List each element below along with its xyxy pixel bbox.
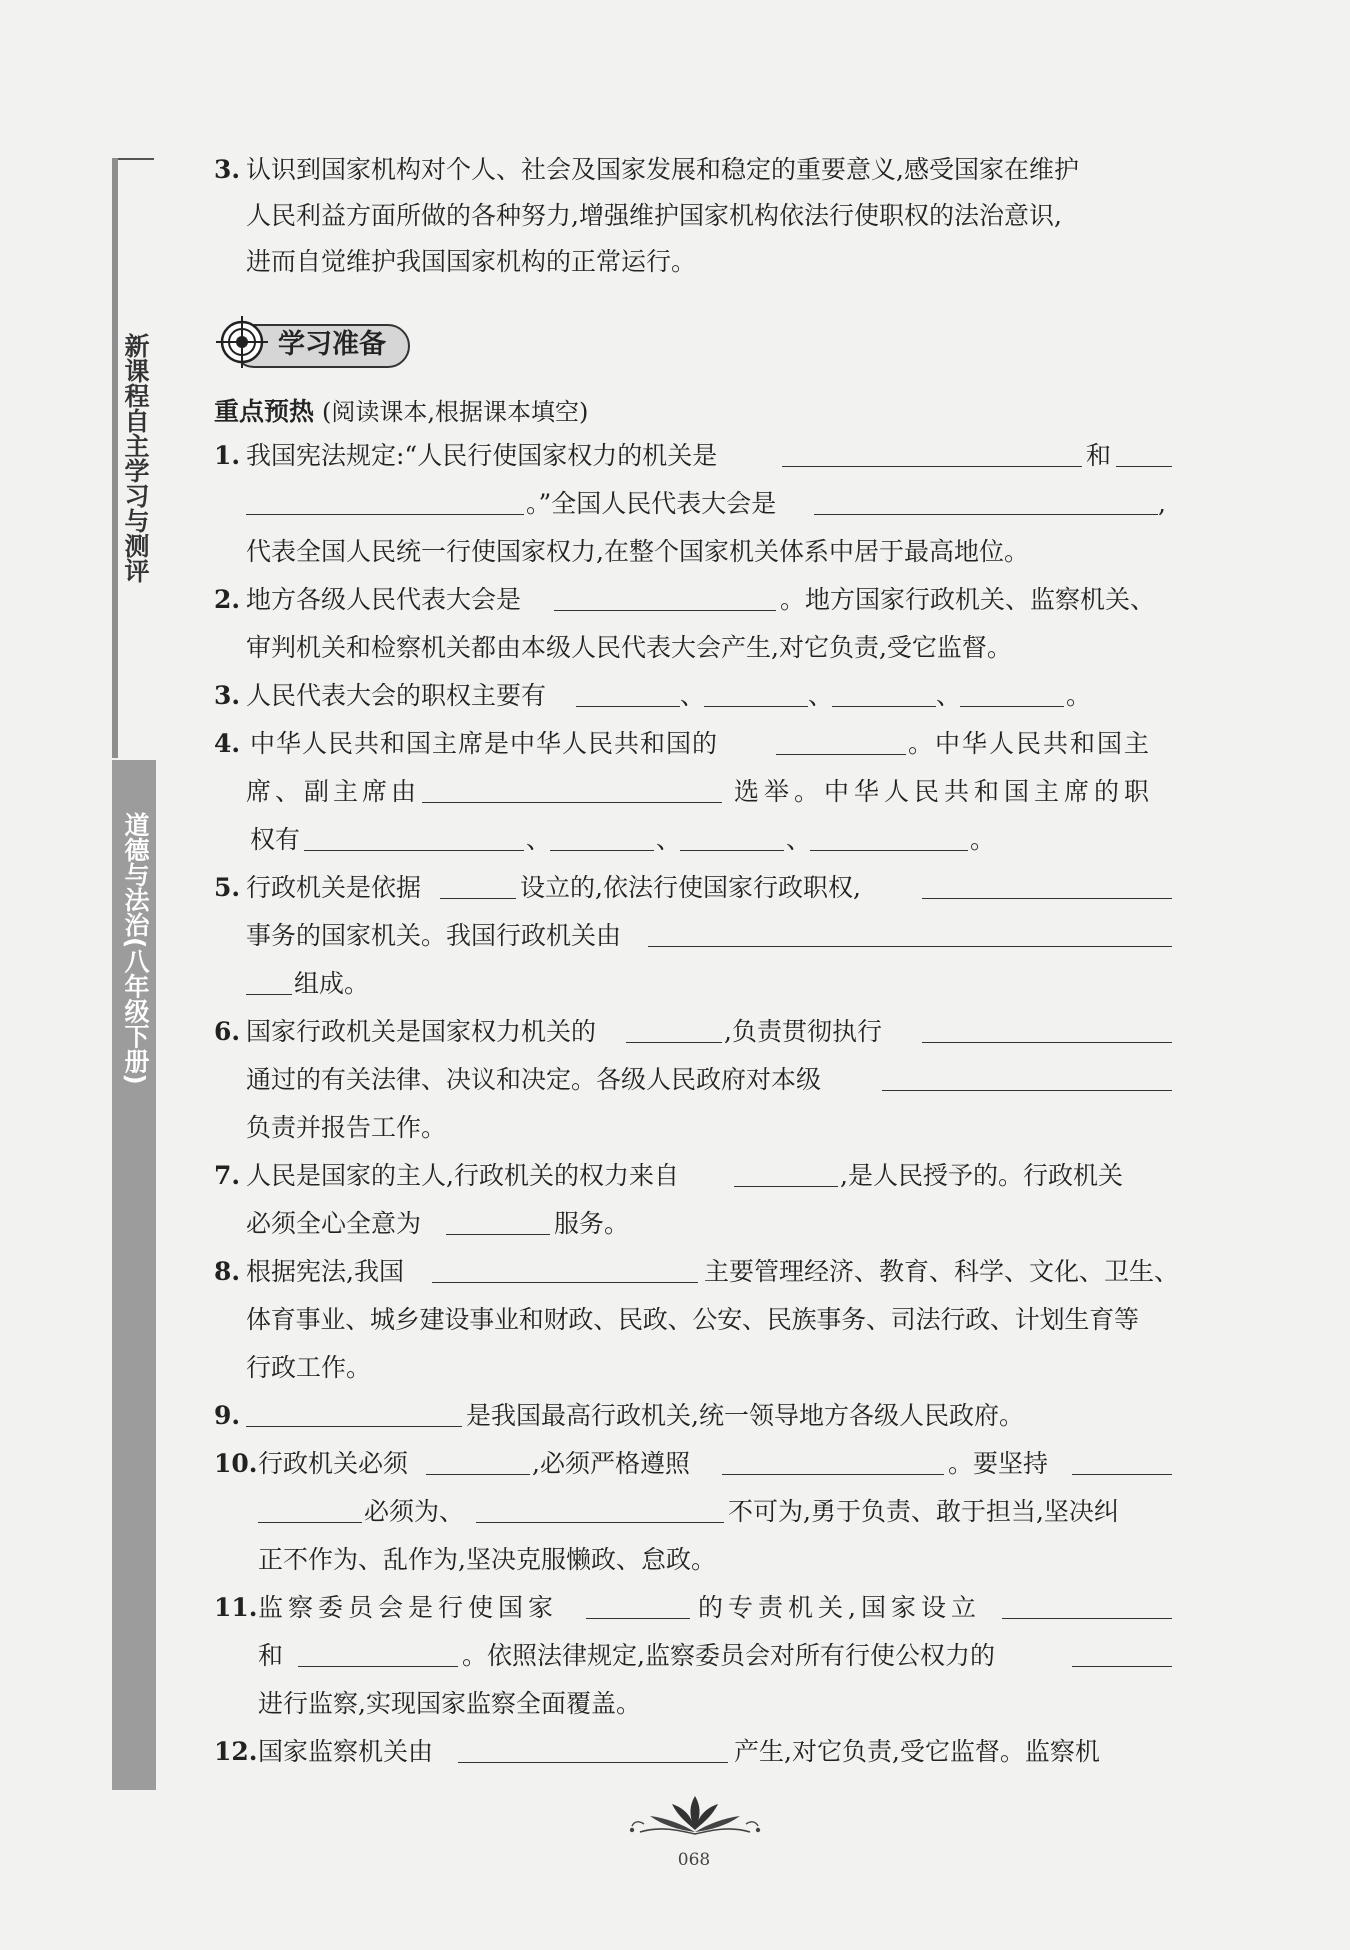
item-text: 代表全国人民统一行使国家权力,在整个国家机关体系中居于最高地位。 xyxy=(246,537,1029,566)
subheading-note: (阅读课本,根据课本填空) xyxy=(322,398,589,426)
item-text: 地方各级人民代表大会是 xyxy=(246,585,522,614)
item-text: 选举。中华人民共和国主席的职 xyxy=(734,777,1155,806)
fill-blank[interactable] xyxy=(1072,1444,1172,1475)
item-text: 必须全心全意为 xyxy=(246,1209,422,1238)
sidebar-rule xyxy=(112,158,118,758)
item-number: 2. xyxy=(214,585,241,614)
fill-blank[interactable] xyxy=(722,1444,944,1475)
fill-blank[interactable] xyxy=(258,1492,362,1523)
intro-text: 人民利益方面所做的各种努力,增强维护国家机构依法行使职权的法治意识, xyxy=(246,201,1062,230)
item-text: 监察委员会是行使国家 xyxy=(258,1593,559,1622)
fill-blank[interactable] xyxy=(476,1492,724,1523)
fill-blank[interactable] xyxy=(810,820,968,851)
item-text: 行政机关必须 xyxy=(258,1449,409,1478)
item-text: 人民代表大会的职权主要有 xyxy=(246,681,547,710)
item-text: 、 xyxy=(808,681,834,710)
item-text: 。要坚持 xyxy=(948,1449,1049,1478)
item-text: 、 xyxy=(526,825,552,854)
item-number: 6. xyxy=(214,1017,241,1046)
fill-blank[interactable] xyxy=(922,868,1172,899)
fill-blank[interactable] xyxy=(648,916,1172,947)
fill-blank[interactable] xyxy=(832,676,936,707)
item-text: 。依照法律规定,监察委员会对所有行使公权力的 xyxy=(462,1641,995,1670)
item-text: 、 xyxy=(656,825,682,854)
item-text: 通过的有关法律、决议和决定。各级人民政府对本级 xyxy=(246,1065,822,1094)
item-text: 。地方国家行政机关、监察机关、 xyxy=(780,585,1156,614)
item-text: 行政机关是依据 xyxy=(246,873,422,902)
fill-blank[interactable] xyxy=(882,1060,1172,1091)
item-text: 主要管理经济、教育、科学、文化、卫生、 xyxy=(704,1257,1180,1286)
fill-blank[interactable] xyxy=(446,1204,550,1235)
item-text: 人民是国家的主人,行政机关的权力来自 xyxy=(246,1161,679,1190)
fill-blank[interactable] xyxy=(626,1012,722,1043)
fill-blank[interactable] xyxy=(550,820,654,851)
crosshair-icon xyxy=(212,312,272,372)
item-text: 产生,对它负责,受它监督。监察机 xyxy=(734,1737,1100,1766)
item-text: , xyxy=(1158,489,1166,518)
fill-blank[interactable] xyxy=(246,484,524,515)
fill-blank[interactable] xyxy=(246,964,292,995)
fill-blank[interactable] xyxy=(704,676,808,707)
item-text: 不可为,勇于负责、敢于担当,坚决纠 xyxy=(728,1497,1119,1526)
item-text: 负责并报告工作。 xyxy=(246,1113,447,1142)
item-number: 7. xyxy=(214,1161,241,1190)
item-text: 和 xyxy=(1086,441,1112,470)
sidebar-book-title: 新课程自主学习与测评 xyxy=(121,333,150,583)
item-text: 根据宪法,我国 xyxy=(246,1257,404,1286)
fill-blank[interactable] xyxy=(960,676,1064,707)
intro-text: 进而自觉维护我国国家机构的正常运行。 xyxy=(246,247,697,276)
item-text: 、 xyxy=(936,681,962,710)
fill-blank[interactable] xyxy=(734,1156,838,1187)
floral-ornament-icon xyxy=(620,1790,770,1840)
fill-blank[interactable] xyxy=(576,676,680,707)
subheading: 重点预热 xyxy=(214,397,315,426)
item-text: 设立的,依法行使国家行政职权, xyxy=(520,873,861,902)
item-number: 1. xyxy=(214,441,241,470)
item-text: 国家行政机关是国家权力机关的 xyxy=(246,1017,597,1046)
fill-blank[interactable] xyxy=(1002,1588,1172,1619)
fill-blank[interactable] xyxy=(680,820,784,851)
item-text: ,是人民授予的。行政机关 xyxy=(840,1161,1123,1190)
item-text: 我国宪法规定:“人民行使国家权力的机关是 xyxy=(246,441,718,470)
item-text: 行政工作。 xyxy=(246,1353,372,1382)
item-text: 。 xyxy=(970,825,996,854)
item-number: 9. xyxy=(214,1401,241,1430)
item-text: 。中华人民共和国主 xyxy=(908,729,1152,758)
item-number: 3. xyxy=(214,155,241,184)
fill-blank[interactable] xyxy=(586,1588,690,1619)
item-text: 中华人民共和国主席是中华人民共和国的 xyxy=(250,729,719,758)
item-text: 国家监察机关由 xyxy=(258,1737,434,1766)
fill-blank[interactable] xyxy=(298,1636,458,1667)
fill-blank[interactable] xyxy=(554,580,776,611)
fill-blank[interactable] xyxy=(1072,1636,1172,1667)
item-text: ,负责贯彻执行 xyxy=(724,1017,882,1046)
fill-blank[interactable] xyxy=(1116,436,1172,467)
item-number: 8. xyxy=(214,1257,241,1286)
fill-blank[interactable] xyxy=(304,820,524,851)
fill-blank[interactable] xyxy=(776,724,906,755)
item-text: 服务。 xyxy=(554,1209,630,1238)
item-text: 进行监察,实现国家监察全面覆盖。 xyxy=(258,1689,641,1718)
item-text: 。 xyxy=(1066,681,1092,710)
sidebar-subject: 道德与法治(八年级下册) xyxy=(121,812,150,1085)
item-number: 12. xyxy=(214,1737,258,1766)
item-text: ,必须严格遵照 xyxy=(532,1449,690,1478)
item-text: 的专责机关,国家设立 xyxy=(698,1593,981,1622)
item-text: 正不作为、乱作为,坚决克服懒政、怠政。 xyxy=(258,1545,716,1574)
fill-blank[interactable] xyxy=(426,1444,530,1475)
fill-blank[interactable] xyxy=(440,868,516,899)
item-text: 是我国最高行政机关,统一领导地方各级人民政府。 xyxy=(466,1401,1024,1430)
page-number: 068 xyxy=(677,1850,711,1870)
fill-blank[interactable] xyxy=(246,1396,462,1427)
item-text: 必须为、 xyxy=(364,1497,465,1526)
fill-blank[interactable] xyxy=(432,1252,698,1283)
item-text: 、 xyxy=(786,825,812,854)
item-text: 。”全国人民代表大会是 xyxy=(526,489,777,518)
item-number: 3. xyxy=(214,681,241,710)
item-number: 4. xyxy=(214,729,241,758)
fill-blank[interactable] xyxy=(458,1732,728,1763)
item-text: 体育事业、城乡建设事业和财政、民政、公安、民族事务、司法行政、计划生育等 xyxy=(246,1305,1139,1334)
item-text: 审判机关和检察机关都由本级人民代表大会产生,对它负责,受它监督。 xyxy=(246,633,1012,662)
item-text: 事务的国家机关。我国行政机关由 xyxy=(246,921,622,950)
section-badge xyxy=(212,312,412,372)
fill-blank[interactable] xyxy=(814,484,1158,515)
item-text: 权有 xyxy=(250,825,301,854)
item-text: 和 xyxy=(258,1641,284,1670)
item-number: 5. xyxy=(214,873,241,902)
item-number: 11. xyxy=(214,1593,258,1622)
intro-text: 认识到国家机构对个人、社会及国家发展和稳定的重要意义,感受国家在维护 xyxy=(246,155,1079,184)
item-text: 、 xyxy=(680,681,706,710)
fill-blank[interactable] xyxy=(782,436,1082,467)
section-title: 学习准备 xyxy=(278,329,386,360)
item-text: 席、副主席由 xyxy=(246,777,421,806)
fill-blank[interactable] xyxy=(922,1012,1172,1043)
fill-blank[interactable] xyxy=(422,772,722,803)
item-text: 组成。 xyxy=(294,969,370,998)
sidebar-top-rule xyxy=(112,158,154,160)
item-number: 10. xyxy=(214,1449,258,1478)
